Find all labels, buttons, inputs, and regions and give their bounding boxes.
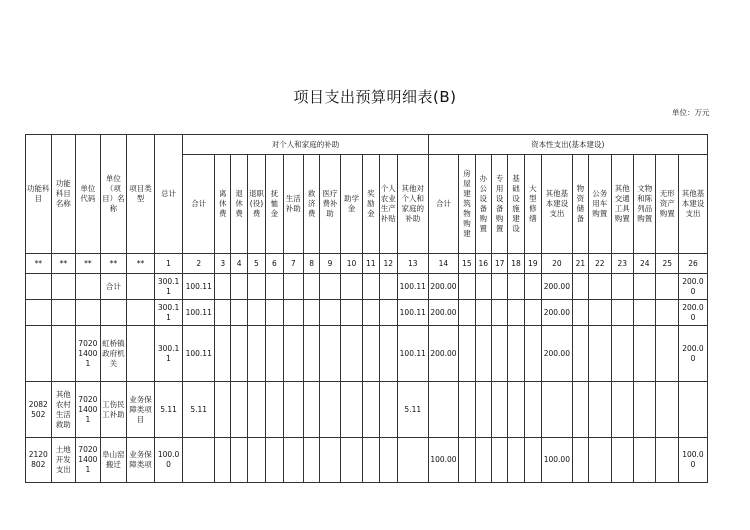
table-row xyxy=(26,326,708,382)
header-tuizhi: 退职(役)费 xyxy=(247,155,265,254)
index-cell: 15 xyxy=(459,254,475,274)
header-other-personal: 其他对个人和家庭的补助 xyxy=(397,155,428,254)
cell-other-capital: 200.00 xyxy=(678,300,707,326)
cell-proj-type: 业务保障类项 xyxy=(127,438,155,483)
index-cell: 12 xyxy=(379,254,397,274)
cell-func-name xyxy=(51,300,76,326)
cell-other-capital: 200.00 xyxy=(678,326,707,382)
index-cell: 9 xyxy=(320,254,340,274)
header-tuixiu: 退休费 xyxy=(231,155,247,254)
cell-other-capital xyxy=(678,382,707,438)
index-cell: 25 xyxy=(656,254,678,274)
index-cell: 14 xyxy=(428,254,459,274)
index-cell: 1 xyxy=(154,254,183,274)
index-cell: 10 xyxy=(340,254,362,274)
cell-other-personal: 100.11 xyxy=(397,274,428,300)
header-jiuji: 救济费 xyxy=(303,155,319,254)
header-jiangli: 奖励金 xyxy=(363,155,379,254)
index-cell: 8 xyxy=(303,254,319,274)
cell-p-total xyxy=(183,438,215,483)
cell-unit-code xyxy=(76,274,101,300)
index-cell: 11 xyxy=(363,254,379,274)
cell-unit-name: 工伤民工补助 xyxy=(100,382,127,438)
unit-label: 单位：万元 xyxy=(672,108,710,117)
cell-c-total: 200.00 xyxy=(428,274,459,300)
cell-proj-type: 业务保障类项目 xyxy=(127,382,155,438)
header-other-construct: 其他基本建设支出 xyxy=(542,155,573,254)
header-nongye: 个人农业生产补贴 xyxy=(379,155,397,254)
header-func-class: 功能科目 xyxy=(26,135,52,254)
header-retire: 离休费 xyxy=(215,155,231,254)
cell-other-construct: 200.00 xyxy=(542,274,573,300)
header-zhuxue: 助学金 xyxy=(340,155,362,254)
cell-unit-code: 702014001 xyxy=(76,438,101,483)
header-total: 总计 xyxy=(154,135,183,254)
cell-other-personal: 100.11 xyxy=(397,326,428,382)
cell-c-total: 200.00 xyxy=(428,300,459,326)
cell-unit-name xyxy=(100,300,127,326)
index-cell: 24 xyxy=(633,254,655,274)
cell-func-name xyxy=(51,326,76,382)
table-row xyxy=(26,274,708,300)
table-row xyxy=(26,300,708,326)
header-bangong: 办公设备购置 xyxy=(475,155,491,254)
cell-total: 5.11 xyxy=(154,382,183,438)
cell-other-construct: 100.00 xyxy=(542,438,573,483)
header-func-name: 功能科目名称 xyxy=(51,135,76,254)
cell-proj-type xyxy=(127,300,155,326)
index-cell: 22 xyxy=(589,254,611,274)
header-proj-type: 项目类型 xyxy=(127,135,155,254)
cell-func-class xyxy=(26,326,52,382)
header-c-total: 合计 xyxy=(428,155,459,254)
cell-p-total: 5.11 xyxy=(183,382,215,438)
cell-proj-type xyxy=(127,326,155,382)
index-cell: ** xyxy=(26,254,52,274)
cell-func-name xyxy=(51,274,76,300)
cell-total: 300.11 xyxy=(154,274,183,300)
cell-other-capital: 200.00 xyxy=(678,274,707,300)
budget-table xyxy=(25,134,708,483)
table-row xyxy=(26,438,708,483)
index-cell: 18 xyxy=(508,254,524,274)
header-yiliao: 医疗费补助 xyxy=(320,155,340,254)
cell-other-personal xyxy=(397,438,428,483)
index-cell: 16 xyxy=(475,254,491,274)
cell-unit-name: 合计 xyxy=(100,274,127,300)
cell-total: 300.11 xyxy=(154,300,183,326)
index-cell: 21 xyxy=(572,254,588,274)
header-jiaotong: 其他交通工具购置 xyxy=(611,155,633,254)
cell-func-class: 2120802 xyxy=(26,438,52,483)
cell-p-total: 100.11 xyxy=(183,326,215,382)
cell-p-total: 100.11 xyxy=(183,300,215,326)
index-cell: 20 xyxy=(542,254,573,274)
table-row xyxy=(26,382,708,438)
cell-func-class xyxy=(26,300,52,326)
index-cell: ** xyxy=(51,254,76,274)
header-group-capital: 资本性支出(基本建设) xyxy=(428,135,707,155)
cell-unit-name: 阜山窑搬迁 xyxy=(100,438,127,483)
header-wuxing: 无形资产购置 xyxy=(656,155,678,254)
index-cell: 2 xyxy=(183,254,215,274)
cell-total: 100.00 xyxy=(154,438,183,483)
header-unit-name: 单位（项目）名称 xyxy=(100,135,127,254)
index-cell: 4 xyxy=(231,254,247,274)
cell-c-total xyxy=(428,382,459,438)
header-unit-code: 单位代码 xyxy=(76,135,101,254)
header-gongwu: 公务用车购置 xyxy=(589,155,611,254)
cell-unit-code: 702014001 xyxy=(76,382,101,438)
header-other-capital: 其他基本建设支出 xyxy=(678,155,707,254)
cell-other-construct: 200.00 xyxy=(542,326,573,382)
cell-other-capital: 100.00 xyxy=(678,438,707,483)
index-cell: 13 xyxy=(397,254,428,274)
cell-other-personal: 5.11 xyxy=(397,382,428,438)
cell-unit-code: 702014001 xyxy=(76,326,101,382)
header-shenghuo: 生活补助 xyxy=(283,155,303,254)
header-wuzi: 物资储备 xyxy=(572,155,588,254)
page-title: 项目支出预算明细表(B) xyxy=(293,88,457,106)
cell-proj-type xyxy=(127,274,155,300)
index-cell: 17 xyxy=(491,254,507,274)
index-cell: 23 xyxy=(611,254,633,274)
cell-func-class: 2082502 xyxy=(26,382,52,438)
header-fuxu: 抚恤金 xyxy=(266,155,283,254)
index-cell: 7 xyxy=(283,254,303,274)
index-cell: ** xyxy=(76,254,101,274)
header-fangwu: 房屋建筑物购建 xyxy=(459,155,475,254)
header-wenwu: 文物和陈列品购置 xyxy=(633,155,655,254)
header-jichu: 基础设施建设 xyxy=(508,155,524,254)
index-cell: 5 xyxy=(247,254,265,274)
header-zhuanyong: 专用设备购置 xyxy=(491,155,507,254)
cell-other-construct xyxy=(542,382,573,438)
cell-c-total: 100.00 xyxy=(428,438,459,483)
cell-other-construct: 200.00 xyxy=(542,300,573,326)
header-daxing: 大型修缮 xyxy=(524,155,541,254)
cell-func-name: 其他农村生活救助 xyxy=(51,382,76,438)
cell-c-total: 200.00 xyxy=(428,326,459,382)
cell-func-class xyxy=(26,274,52,300)
index-cell: 19 xyxy=(524,254,541,274)
index-cell: ** xyxy=(127,254,155,274)
cell-other-personal: 100.11 xyxy=(397,300,428,326)
header-p-total: 合计 xyxy=(183,155,215,254)
index-cell: 3 xyxy=(215,254,231,274)
cell-unit-name: 虹桥镇政府机关 xyxy=(100,326,127,382)
index-cell: 6 xyxy=(266,254,283,274)
index-cell: 26 xyxy=(678,254,707,274)
header-group-personal: 对个人和家庭的补助 xyxy=(183,135,428,155)
cell-func-name: 土地开发支出 xyxy=(51,438,76,483)
cell-total: 300.11 xyxy=(154,326,183,382)
cell-unit-code xyxy=(76,300,101,326)
index-cell: ** xyxy=(100,254,127,274)
cell-p-total: 100.11 xyxy=(183,274,215,300)
